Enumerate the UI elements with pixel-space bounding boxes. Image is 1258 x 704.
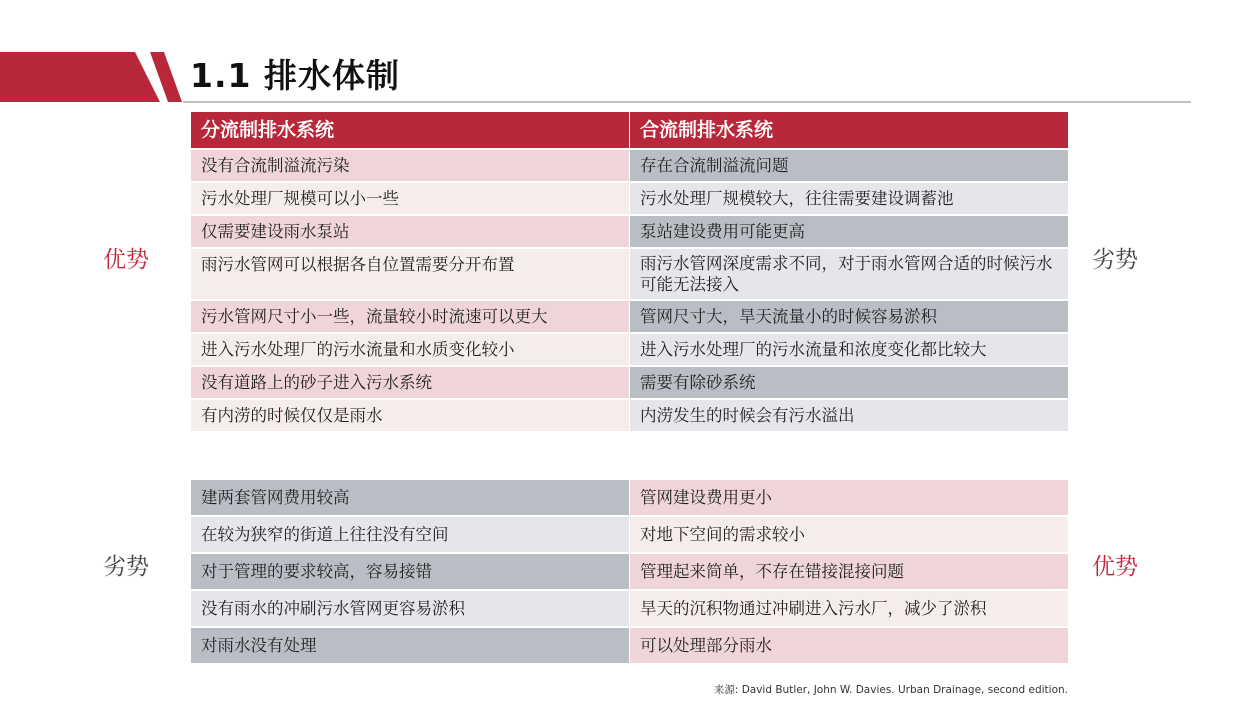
table-cell: 没有雨水的冲刷污水管网更容易淤积 — [191, 591, 629, 626]
label-disadvantage-right: 劣势 — [1092, 247, 1138, 273]
title-divider — [183, 101, 1191, 103]
table-row — [191, 301, 1068, 334]
comparison-table-bottom — [191, 480, 1068, 665]
header-combined-system: 合流制排水系统 — [630, 112, 1068, 148]
table-cell: 存在合流制溢流问题 — [630, 150, 1068, 181]
table-row — [191, 400, 1068, 433]
table-cell: 泵站建设费用可能更高 — [630, 216, 1068, 247]
table-header-row — [191, 112, 1068, 150]
table-cell: 在较为狭窄的街道上往往没有空间 — [191, 517, 629, 552]
table-cell: 管网建设费用更小 — [630, 480, 1068, 515]
table-cell: 管理起来简单，不存在错接混接问题 — [630, 554, 1068, 589]
table-cell: 污水管网尺寸小一些，流量较小时流速可以更大 — [191, 301, 629, 332]
source-citation: 来源: David Butler, John W. Davies. Urban Drainage, second edition. — [713, 684, 1068, 696]
table-cell: 仅需要建设雨水泵站 — [191, 216, 629, 247]
table-cell: 对地下空间的需求较小 — [630, 517, 1068, 552]
table-cell: 旱天的沉积物通过冲刷进入污水厂，减少了淤积 — [630, 591, 1068, 626]
table-cell: 需要有除砂系统 — [630, 367, 1068, 398]
table-row — [191, 150, 1068, 183]
table-cell: 管网尺寸大，旱天流量小的时候容易淤积 — [630, 301, 1068, 332]
table-cell: 没有道路上的砂子进入污水系统 — [191, 367, 629, 398]
table-cell: 对于管理的要求较高，容易接错 — [191, 554, 629, 589]
header-separate-system: 分流制排水系统 — [191, 112, 629, 148]
page-title: 1.1 排水体制 — [190, 56, 400, 95]
table-cell: 有内涝的时候仅仅是雨水 — [191, 400, 629, 431]
label-advantage-left: 优势 — [103, 247, 149, 273]
title-banner — [0, 52, 160, 102]
comparison-table-top — [191, 112, 1068, 433]
table-row — [191, 554, 1068, 591]
table-cell: 雨污水管网深度需求不同，对于雨水管网合适的时候污水可能无法接入 — [630, 249, 1068, 299]
table-row — [191, 183, 1068, 216]
table-row — [191, 216, 1068, 249]
table-row — [191, 249, 1068, 301]
table-cell: 没有合流制溢流污染 — [191, 150, 629, 181]
table-row — [191, 591, 1068, 628]
table-cell: 雨污水管网可以根据各自位置需要分开布置 — [191, 249, 629, 299]
label-disadvantage-left: 劣势 — [103, 554, 149, 580]
table-cell: 内涝发生的时候会有污水溢出 — [630, 400, 1068, 431]
table-cell: 建两套管网费用较高 — [191, 480, 629, 515]
table-row — [191, 628, 1068, 665]
table-row — [191, 517, 1068, 554]
label-advantage-right: 优势 — [1092, 554, 1138, 580]
table-cell: 污水处理厂规模可以小一些 — [191, 183, 629, 214]
table-cell: 可以处理部分雨水 — [630, 628, 1068, 663]
table-cell: 进入污水处理厂的污水流量和浓度变化都比较大 — [630, 334, 1068, 365]
table-cell: 污水处理厂规模较大，往往需要建设调蓄池 — [630, 183, 1068, 214]
table-row — [191, 367, 1068, 400]
table-cell: 对雨水没有处理 — [191, 628, 629, 663]
table-cell: 进入污水处理厂的污水流量和水质变化较小 — [191, 334, 629, 365]
table-row — [191, 334, 1068, 367]
table-row — [191, 480, 1068, 517]
